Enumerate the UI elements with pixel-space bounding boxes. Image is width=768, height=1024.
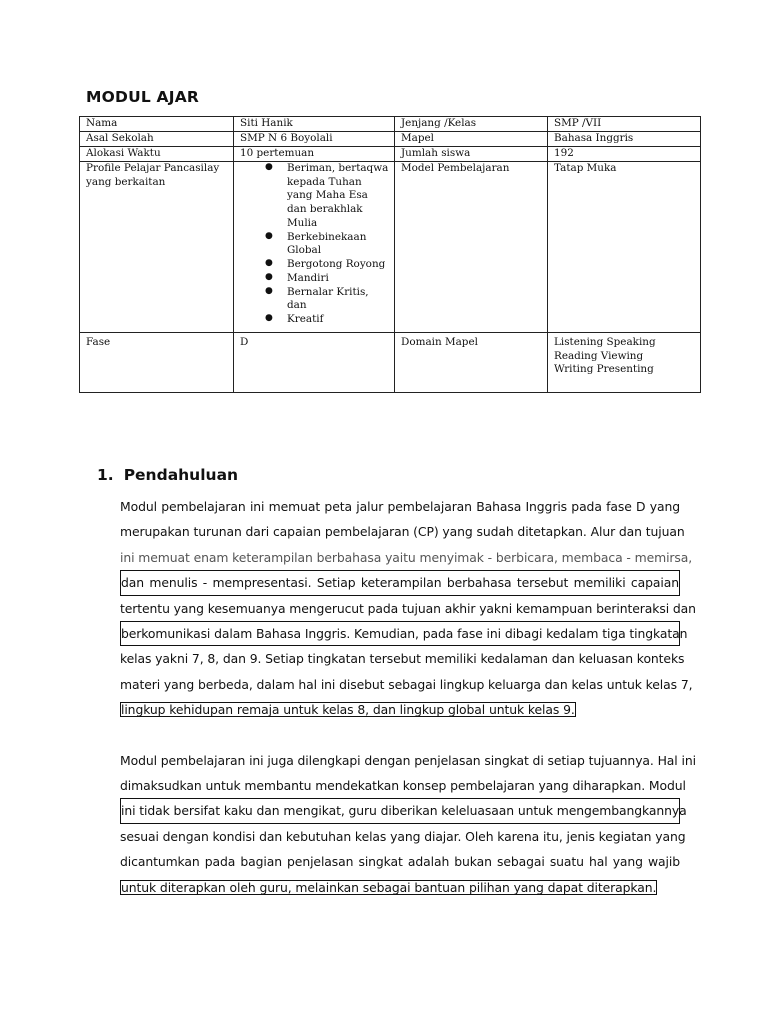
list-item: ● Beriman, bertaqwa kepada Tuhan yang Maha Esa dan berakhlak Mulia <box>265 162 389 229</box>
value-domain-mapel: Listening Speaking Reading Viewing Writing Presenting <box>548 333 701 393</box>
label-asal-sekolah: Asal Sekolah <box>80 132 234 147</box>
value-asal-sekolah: SMP N 6 Boyolali <box>234 132 395 147</box>
paragraph-2 <box>120 748 696 900</box>
paragraph-line: Modul pembelajaran ini memuat peta jalur pembelajaran Bahasa Inggris pada fase D yang <box>120 499 680 514</box>
label-domain-mapel: Domain Mapel <box>395 333 548 393</box>
value-jumlah-siswa: 192 <box>548 147 701 162</box>
table-row <box>80 147 701 162</box>
paragraph-line: dimaksudkan untuk membantu mendekatkan konsep pembelajaran yang diharapkan. Modul <box>120 778 686 794</box>
bullet-icon: ● <box>265 285 273 296</box>
label-fase: Fase <box>80 333 234 393</box>
paragraph-line: kelas yakni 7, 8, dan 9. Setiap tingkatan tersebut memiliki kedalaman dan keluasan konteks <box>120 651 685 667</box>
label-jumlah-siswa: Jumlah siswa <box>395 147 548 162</box>
paragraph-line: tertentu yang kesemuanya mengerucut pada tujuan akhir yakni kemampuan berinteraksi dan <box>120 600 696 616</box>
list-item: ● Bernalar Kritis, dan <box>265 285 369 312</box>
value-nama: Siti Hanik <box>234 117 395 132</box>
value-alokasi-waktu: 10 pertemuan <box>234 147 395 162</box>
profile-list-cell <box>234 162 395 333</box>
paragraph-line: Modul pembelajaran ini juga dilengkapi dengan penjelasan singkat di setiap tujuannya. Hal ini <box>120 752 696 768</box>
label-alokasi-waktu: Alokasi Waktu <box>80 147 234 162</box>
list-item: ● Kreatif <box>265 313 324 326</box>
bullet-icon: ● <box>265 230 273 241</box>
page-title: MODUL AJAR <box>86 88 200 106</box>
profile-list <box>240 162 390 327</box>
label-profile-pelajar: Profile Pelajar Pancasilay yang berkaitan <box>80 162 234 333</box>
label-model-pembelajaran: Model Pembelajaran <box>395 162 548 333</box>
module-info-table <box>79 116 701 393</box>
paragraph-line: lingkup kehidupan remaja untuk kelas 8, dan lingkup global untuk kelas 9. <box>121 702 575 718</box>
bullet-icon: ● <box>265 258 273 269</box>
paragraph-line: untuk diterapkan oleh guru, melainkan sebagai bantuan pilihan yang dapat diterapkan. <box>121 879 657 895</box>
paragraph-line: sesuai dengan kondisi dan kebutuhan kelas yang diajar. Oleh karena itu, jenis kegiatan yang <box>120 828 686 844</box>
label-jenjang-kelas: Jenjang /Kelas <box>395 117 548 132</box>
label-nama: Nama <box>80 117 234 132</box>
bullet-icon: ● <box>265 162 273 172</box>
paragraph-line: merupakan turunan dari capaian pembelajaran (CP) yang sudah ditetapkan. Alur dan tujuan <box>120 524 685 540</box>
paragraph-line: dan menulis - mempresentasi. Setiap keterampilan berbahasa tersebut memiliki capaian <box>120 570 680 595</box>
list-item: ● Mandiri <box>265 271 329 284</box>
table-row <box>80 117 701 132</box>
paragraph-line: ini memuat enam keterampilan berbahasa yaitu menyimak - berbicara, membaca - memirsa, <box>120 549 693 565</box>
paragraph-line: berkomunikasi dalam Bahasa Inggris. Kemudian, pada fase ini dibagi kedalam tiga tingkatan <box>120 621 680 646</box>
table-row <box>80 132 701 147</box>
list-item: ● Berkebinekaan Global <box>265 230 367 257</box>
value-mapel: Bahasa Inggris <box>548 132 701 147</box>
bullet-icon: ● <box>265 271 273 282</box>
section-heading <box>97 466 680 484</box>
section-number: 1. <box>97 466 114 484</box>
paragraph-line: materi yang berbeda, dalam hal ini disebut sebagai lingkup keluarga dan kelas untuk kelas 7, <box>120 676 693 692</box>
value-model-pembelajaran: Tatap Muka <box>548 162 701 333</box>
section-pendahuluan <box>97 466 696 900</box>
bullet-icon: ● <box>265 313 273 324</box>
label-mapel: Mapel <box>395 132 548 147</box>
paragraph-line: dicantumkan pada bagian penjelasan singkat adalah bukan sebagai suatu hal yang wajib <box>120 854 680 870</box>
table-row <box>80 333 701 393</box>
table-row <box>80 162 701 333</box>
list-item: ● Bergotong Royong <box>265 258 386 271</box>
paragraph-1 <box>120 494 696 723</box>
value-jenjang-kelas: SMP /VII <box>548 117 701 132</box>
value-fase: D <box>234 333 395 393</box>
paragraph-line: ini tidak bersifat kaku dan mengikat, guru diberikan keleluasaan untuk mengembangkannya <box>120 798 680 823</box>
section-title: Pendahuluan <box>123 466 239 484</box>
